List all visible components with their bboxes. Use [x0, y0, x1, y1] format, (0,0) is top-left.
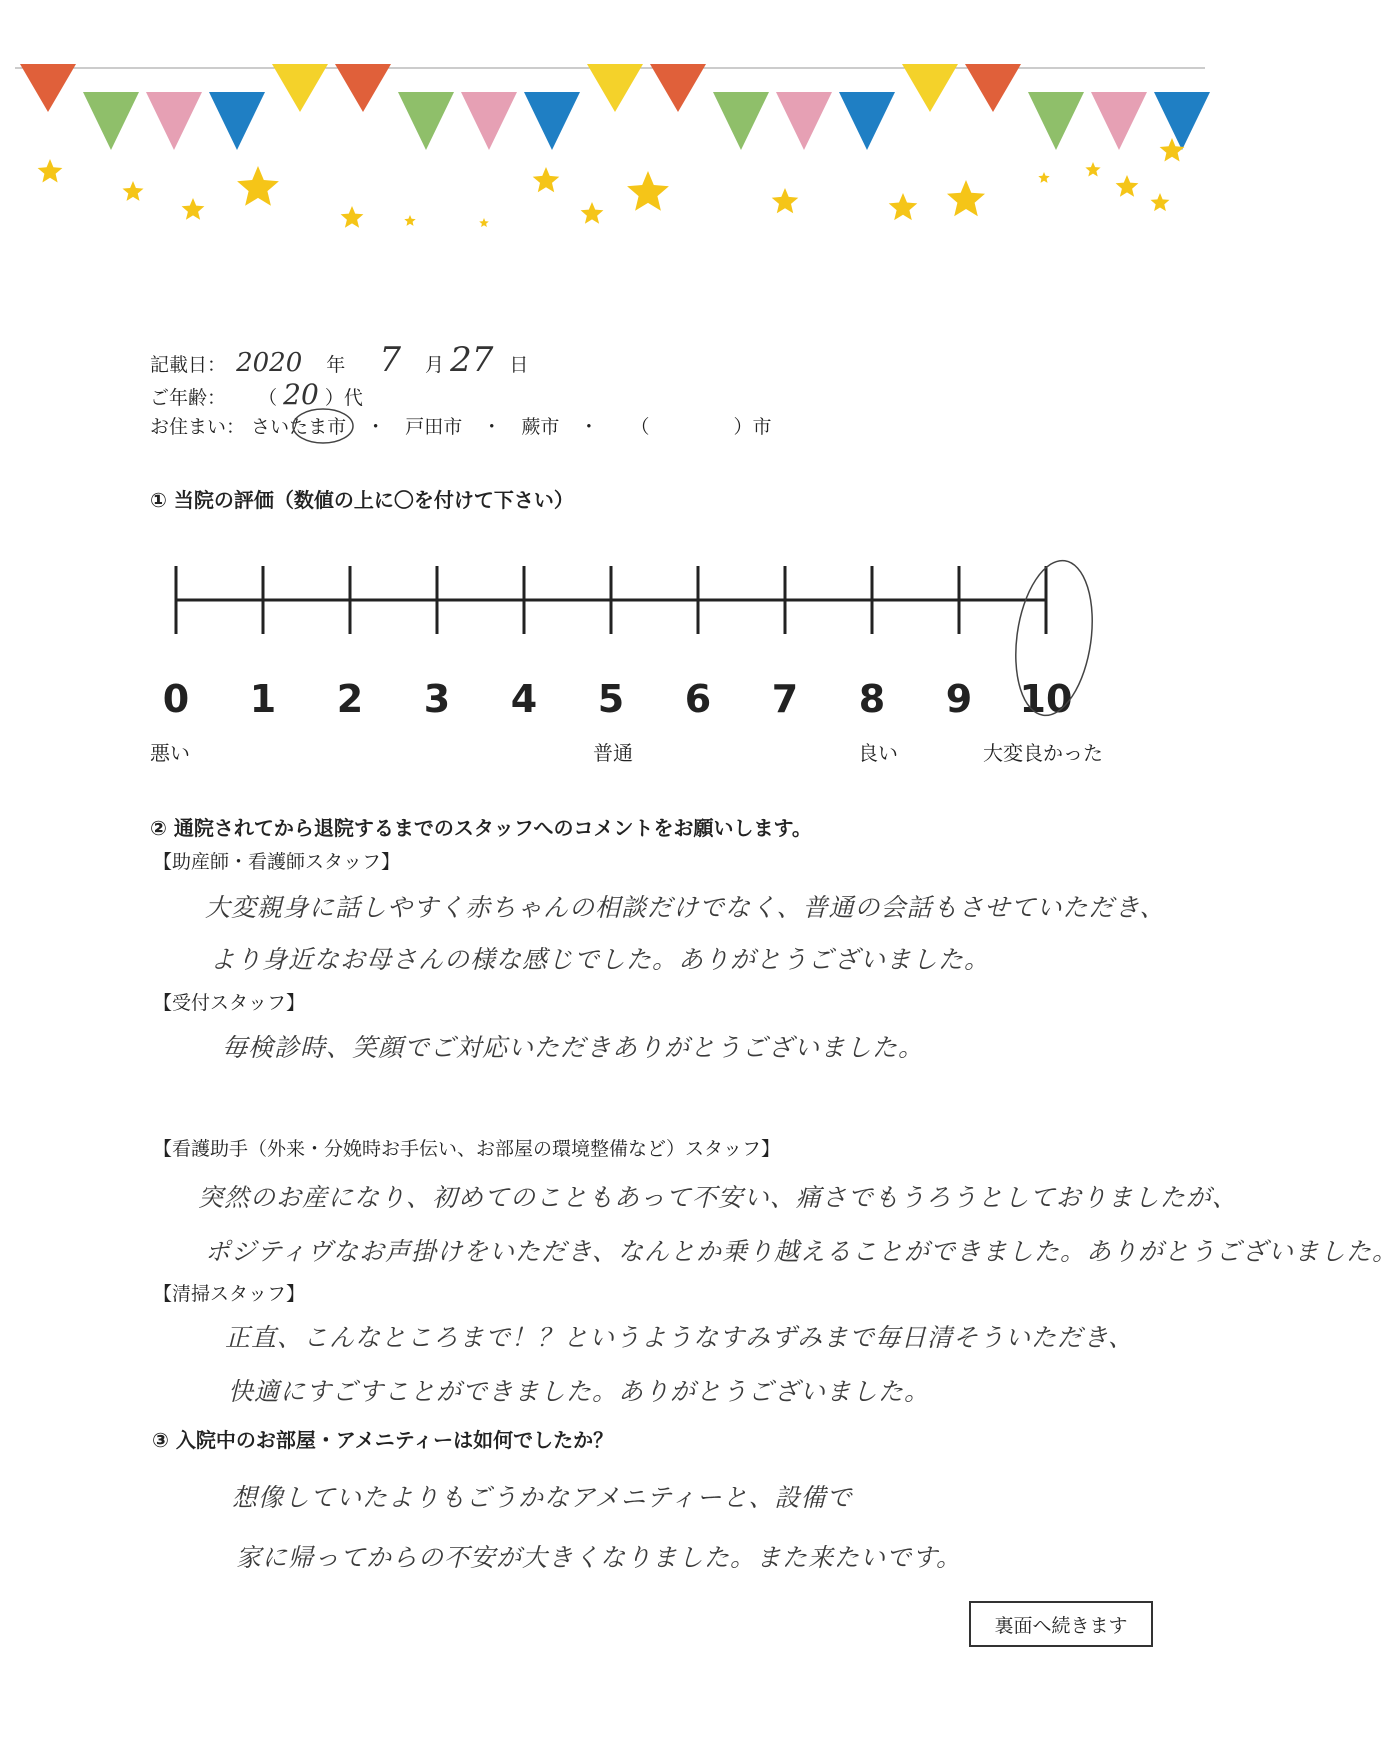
date-label: 記載日：	[150, 354, 227, 376]
flag-icon	[209, 92, 265, 150]
star-icon	[772, 188, 799, 213]
age-label: ご年齢：	[150, 387, 227, 409]
star-icon	[237, 166, 279, 206]
scale-value-7[interactable]: 7	[771, 677, 799, 721]
year-unit: 年	[326, 354, 346, 376]
flag-icon	[335, 64, 391, 112]
amenity-comment-line: 想像していたよりもごうかなアメニティーと、設備で	[232, 1483, 853, 1512]
date-row	[150, 340, 528, 380]
assistant-heading: 【看護助手（外来・分娩時お手伝い、お部屋の環境整備など）スタッフ】	[153, 1138, 781, 1160]
star-icon	[123, 181, 144, 201]
flag-icon	[650, 64, 706, 112]
star-icon	[581, 202, 604, 224]
residence-warabi: 蕨市	[521, 416, 560, 438]
cleaning-comment-line: 快適にすごすことができました。ありがとうございました。	[228, 1377, 931, 1406]
label-good: 良い	[858, 741, 898, 765]
label-very-good: 大変良かった	[983, 741, 1103, 765]
midwife-comment-line: より身近なお母さんの様な感じでした。ありがとうございました。	[210, 945, 991, 974]
scale-value-8[interactable]: 8	[858, 677, 886, 721]
residence-other-open: （	[630, 416, 650, 438]
star-icon	[627, 171, 669, 211]
star-icon	[1116, 175, 1139, 197]
star-icon	[404, 215, 415, 226]
flag-icon	[461, 92, 517, 150]
flag-icon	[1091, 92, 1147, 150]
selection-circle-icon	[288, 404, 358, 450]
star-icon	[38, 159, 63, 183]
age-close: ）代	[324, 387, 363, 409]
flag-icon	[587, 64, 643, 112]
star-icon	[1038, 172, 1049, 183]
date-day: 27	[450, 340, 494, 380]
scale-value-3[interactable]: 3	[423, 677, 451, 721]
reception-comment-line: 毎検診時、笑顔でご対応いただきありがとうございました。	[222, 1033, 925, 1062]
residence-other-close: ）市	[733, 416, 772, 438]
midwife-comment-line: 大変親身に話しやすく赤ちゃんの相談だけでなく、普通の会話もさせていただき、	[205, 893, 1166, 922]
star-icon	[1151, 193, 1170, 211]
residence-sep: ・	[366, 416, 386, 438]
residence-toda: 戸田市	[405, 416, 463, 438]
flag-icon	[83, 92, 139, 150]
cleaning-comment-line: 正直、こんなところまで！？というようなすみずみまで毎日清そういただき、	[225, 1323, 1135, 1352]
section1-title: ① 当院の評価（数値の上に〇を付けて下さい）	[150, 488, 574, 512]
star-icon	[889, 193, 918, 220]
label-normal: 普通	[593, 741, 633, 765]
day-unit: 日	[509, 354, 529, 376]
flag-icon	[146, 92, 202, 150]
flag-icon	[713, 92, 769, 150]
section2-title: ② 通院されてから退院するまでのスタッフへのコメントをお願いします。	[150, 816, 812, 840]
scale-value-5[interactable]: 5	[597, 677, 625, 721]
flag-icon	[902, 64, 958, 112]
flag-icon	[776, 92, 832, 150]
rating-scale	[150, 550, 1100, 721]
reception-heading: 【受付スタッフ】	[153, 992, 306, 1014]
scale-value-6[interactable]: 6	[684, 677, 712, 721]
star-icon	[533, 167, 560, 192]
flag-icon	[524, 92, 580, 150]
residence-row	[150, 412, 772, 439]
flag-icon	[839, 92, 895, 150]
star-icon	[479, 218, 489, 227]
month-unit: 月	[425, 354, 445, 376]
scale-value-1[interactable]: 1	[249, 677, 277, 721]
section3-title: ③ 入院中のお部屋・アメニティーは如何でしたか？	[152, 1428, 614, 1452]
residence-sep: ・	[579, 416, 599, 438]
flag-icon	[272, 64, 328, 112]
age-open: （	[258, 387, 278, 409]
flag-icon	[1028, 92, 1084, 150]
date-month: 7	[379, 340, 401, 380]
amenity-comment-line: 家に帰ってからの不安が大きくなりました。また来たいです。	[236, 1543, 963, 1572]
scale-value-0[interactable]: 0	[162, 677, 190, 721]
label-bad: 悪い	[150, 741, 190, 765]
bunting-decoration	[0, 0, 1241, 260]
flag-icon	[965, 64, 1021, 112]
residence-label: お住まい：	[150, 416, 246, 438]
flag-icon	[20, 64, 76, 112]
midwife-heading: 【助産師・看護師スタッフ】	[153, 851, 401, 873]
star-icon	[182, 198, 205, 220]
continue-notice: 裏面へ続きます	[969, 1601, 1153, 1647]
scale-value-2[interactable]: 2	[336, 677, 364, 721]
residence-saitama: さいたま市	[251, 416, 347, 438]
scale-value-9[interactable]: 9	[945, 677, 973, 721]
scale-value-4[interactable]: 4	[510, 677, 538, 721]
star-icon	[341, 206, 364, 228]
cleaning-heading: 【清掃スタッフ】	[153, 1283, 306, 1305]
assistant-comment-line: 突然のお産になり、初めてのこともあって不安い、痛さでもうろうとしておりましたが、	[198, 1183, 1238, 1212]
residence-sep: ・	[482, 416, 502, 438]
assistant-comment-line: ポジティヴなお声掛けをいただき、なんとか乗り越えることができました。ありがとうございました。	[205, 1237, 1398, 1266]
age-value: 20	[283, 378, 319, 411]
flag-icon	[1154, 92, 1210, 150]
date-year: 2020	[236, 348, 303, 378]
star-icon	[947, 180, 985, 216]
flag-icon	[398, 92, 454, 150]
star-icon	[1085, 162, 1100, 177]
scale-value-10[interactable]: 10	[1019, 677, 1073, 721]
